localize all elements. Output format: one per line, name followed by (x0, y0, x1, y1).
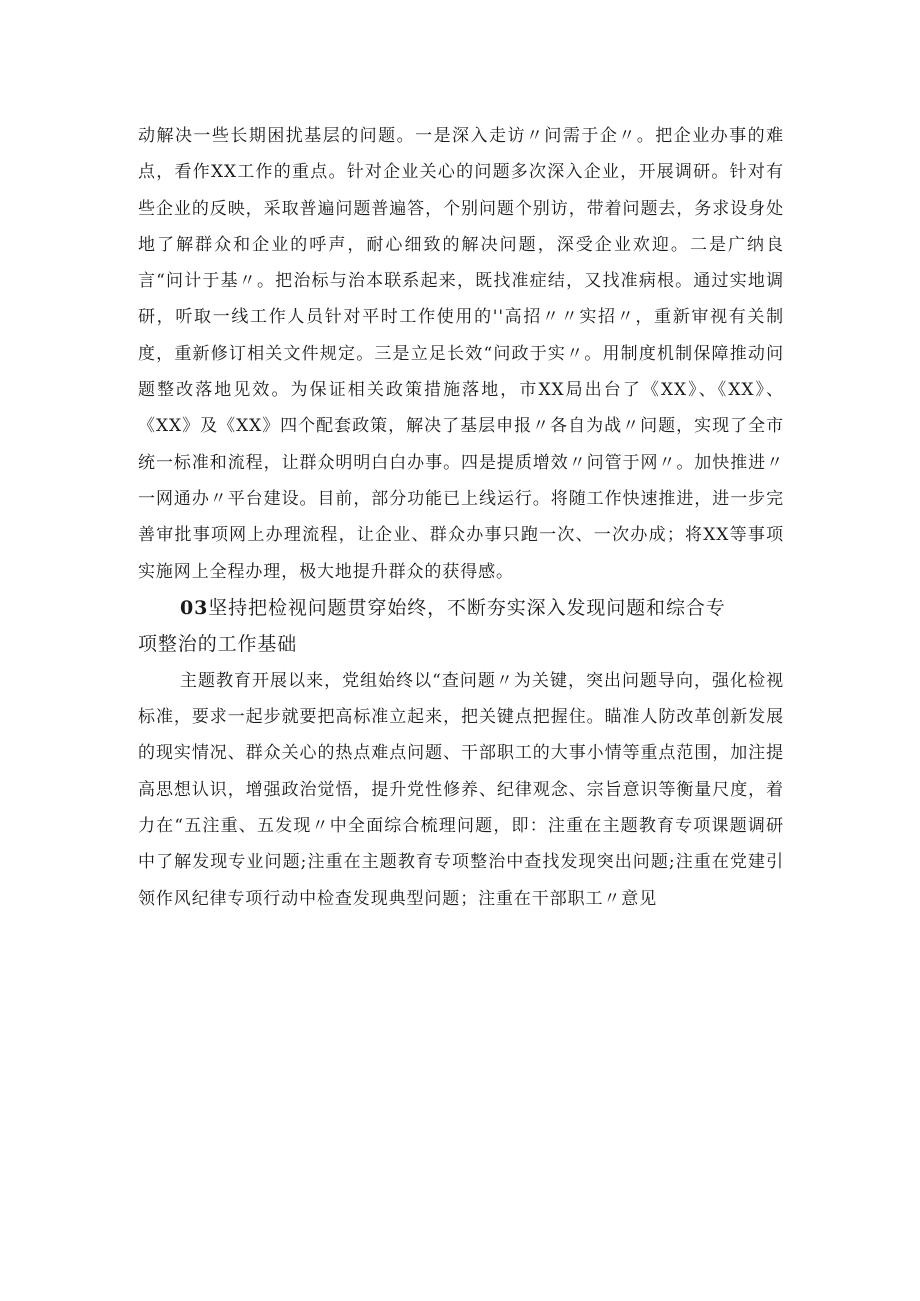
section-heading-continuation (138, 626, 784, 663)
section-heading-03 (138, 590, 784, 627)
body-paragraph-2: 主题教育开展以来，党组始终以“查问题〃为关键，突出问题导向，强化检视标准，要求一起步就要把高标准立起来，把关键点把握住。瞄准人防改革创新发展的现实情况、群众关心的热点难点问题、干部职工的大事小情等重点范围，加注提高思想认识，增强政治觉悟，提升党性修养、纪律观念、宗旨意识等衡量尺度，着力在“五注重、五发现〃中全面综合梳理问题，即：注重在主题教育专项课题调研中了解发现专业问题;注重在主题教育专项整治中查找发现突出问题;注重在党建引领作风纪律专项行动中检查发现典型问题；注重在干部职工〃意见 (138, 670, 784, 909)
section-number: 03 (180, 596, 209, 619)
body-paragraph-1: 动解决一些长期困扰基层的问题。一是深入走访〃问需于企〃。把企业办事的难点，看作XX工作的重点。针对企业关心的问题多次深入企业，开展调研。针对有些企业的反映，采取普遍问题普遍答，个别问题个别访，带着问题去，务求设身处地了解群众和企业的呼声，耐心细致的解决问题，深受企业欢迎。二是广纳良言“问计于基〃。把治标与治本联系起来，既找准症结，又找准病根。通过实地调研，听取一线工作人员针对平时工作使用的''高招〃〃实招〃，重新审视有关制度，重新修订相关文件规定。三是立足长效“问政于实〃。用制度机制保障推动问题整改落地见效。为保证相关政策措施落地，市XX局出台了《XX》、《XX》、《XX》及《XX》四个配套政策，解决了基层申报〃各自为战〃问题，实现了全市统一标准和流程，让群众明明白白办事。四是提质增效〃问管于网〃。加快推进〃一网通办〃平台建设。目前，部分功能已上线运行。将随工作快速推进，进一步完善审批事项网上办理流程，让企业、群众办事只跑一次、一次办成；将XX等事项实施网上全程办理，极大地提升群众的获得感。 (138, 126, 784, 582)
section-heading-text-line-1: 坚持把检视问题贯穿始终，不断夯实深入发现问题和综合专 (208, 596, 726, 619)
document-body (138, 118, 784, 917)
section-heading-text-line-2: 项整治的工作基础 (138, 633, 298, 656)
